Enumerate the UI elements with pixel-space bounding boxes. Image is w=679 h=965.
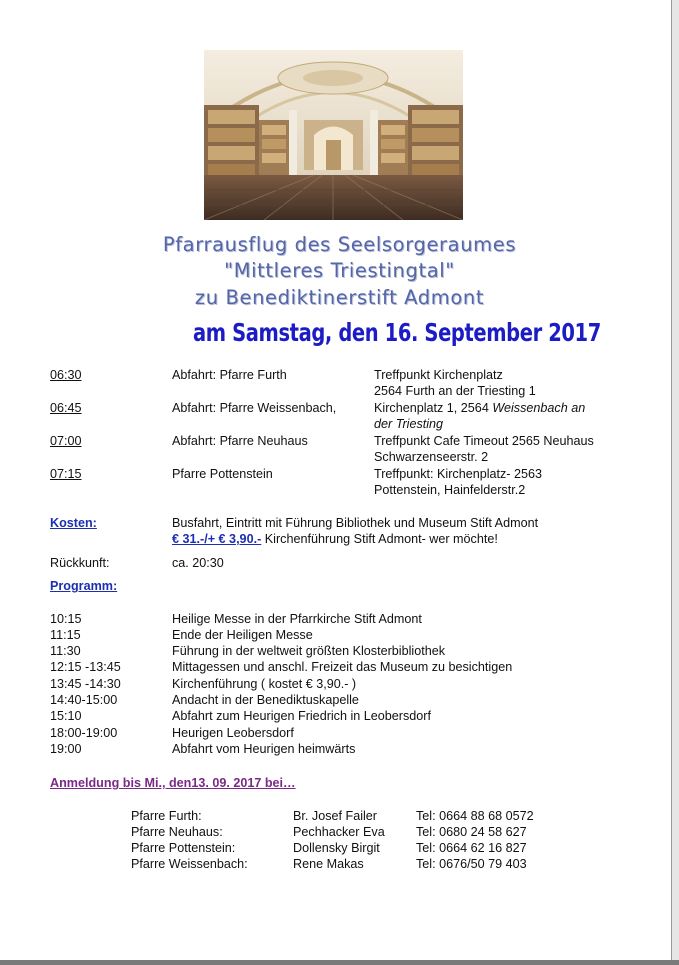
departure-place: Pfarre Pottenstein — [172, 467, 273, 481]
church-tour-note: Kirchenführung Stift Admont- wer möchte! — [261, 532, 498, 546]
contact-parish: Pfarre Weissenbach: — [131, 857, 248, 871]
program-label: Programm: — [50, 579, 118, 593]
contact-phone: Tel: 0664 62 16 827 — [416, 841, 527, 855]
title-line-2: "Mittleres Triestingtal" — [224, 259, 455, 282]
contact-phone: Tel: 0680 24 58 627 — [416, 825, 527, 839]
meeting-point-line1: Treffpunkt Kirchenplatz — [374, 368, 503, 382]
event-date: am Samstag, den 16. September 2017 — [193, 318, 601, 347]
meeting-point-line1: Treffpunkt Cafe Timeout 2565 Neuhaus — [374, 434, 594, 448]
meeting-point-line2: Schwarzenseerstr. 2 — [374, 450, 489, 464]
program-time: 15:10 — [50, 709, 82, 723]
departure-time: 06:30 — [50, 368, 82, 382]
contact-name: Dollensky Birgit — [293, 841, 380, 855]
program-time: 19:00 — [50, 742, 82, 756]
costs-label: Kosten: — [50, 516, 97, 530]
departure-time: 06:45 — [50, 401, 82, 415]
contact-parish: Pfarre Pottenstein: — [131, 841, 236, 855]
contact-parish: Pfarre Furth: — [131, 809, 202, 823]
meeting-point-line1: Treffpunkt: Kirchenplatz- 2563 — [374, 467, 543, 481]
program-time: 10:15 — [50, 612, 82, 626]
contact-parish: Pfarre Neuhaus: — [131, 825, 223, 839]
program-text: Abfahrt zum Heurigen Friedrich in Leobersdorf — [172, 709, 431, 723]
contact-name: Br. Josef Failer — [293, 809, 377, 823]
program-time: 12:15 -13:45 — [50, 660, 121, 674]
contact-phone: Tel: 0676/50 79 403 — [416, 857, 527, 871]
meeting-point-line2: Pottenstein, Hainfelderstr.2 — [374, 483, 526, 497]
program-text: Heilige Messe in der Pfarrkirche Stift Admont — [172, 612, 422, 626]
title-line-3: zu Benediktinerstift Admont — [194, 286, 485, 309]
program-text: Andacht in der Benediktuskapelle — [172, 693, 359, 707]
return-time: ca. 20:30 — [172, 556, 224, 570]
costs-price-line — [172, 531, 498, 547]
costs-description: Busfahrt, Eintritt mit Führung Bibliothek und Museum Stift Admont — [172, 516, 539, 530]
contact-name: Pechhacker Eva — [293, 825, 385, 839]
program-time: 11:30 — [50, 644, 81, 658]
meeting-point-line2: der Triesting — [374, 417, 444, 431]
program-time: 14:40-15:00 — [50, 693, 118, 707]
meeting-point-address: Kirchenplatz 1, 2564 — [374, 401, 493, 415]
departure-place: Abfahrt: Pfarre Neuhaus — [172, 434, 308, 448]
program-text: Heurigen Leobersdorf — [172, 726, 294, 740]
departure-place: Abfahrt: Pfarre Furth — [172, 368, 287, 382]
program-time: 18:00-19:00 — [50, 726, 118, 740]
return-label: Rückkunft: — [50, 556, 110, 570]
registration-heading: Anmeldung bis Mi., den13. 09. 2017 bei… — [50, 776, 296, 790]
meeting-point-town: Weissenbach an — [492, 401, 586, 415]
meeting-point-line2: 2564 Furth an der Triesting 1 — [374, 384, 536, 398]
departure-time: 07:00 — [50, 434, 82, 448]
program-text: Kirchenführung ( kostet € 3,90.- ) — [172, 677, 357, 691]
departure-time: 07:15 — [50, 467, 82, 481]
departure-place: Abfahrt: Pfarre Weissenbach, — [172, 401, 337, 415]
program-text: Ende der Heiligen Messe — [172, 628, 313, 642]
program-time: 11:15 — [50, 628, 81, 642]
meeting-point-line1 — [374, 400, 585, 416]
program-text: Mittagessen und anschl. Freizeit das Museum zu besichtigen — [172, 660, 513, 674]
page-right-border — [671, 0, 679, 965]
page-bottom-border — [0, 960, 679, 965]
program-text: Führung in der weltweit größten Klosterbibliothek — [172, 644, 446, 658]
contact-name: Rene Makas — [293, 857, 364, 871]
price: € 31.-/+ € 3,90.- — [172, 532, 262, 546]
contact-phone: Tel: 0664 88 68 0572 — [416, 809, 534, 823]
title-line-1: Pfarrausflug des Seelsorgeraumes — [162, 233, 517, 256]
program-text: Abfahrt vom Heurigen heimwärts — [172, 742, 356, 756]
library-hall-image — [204, 50, 463, 220]
program-time: 13:45 -14:30 — [50, 677, 121, 691]
